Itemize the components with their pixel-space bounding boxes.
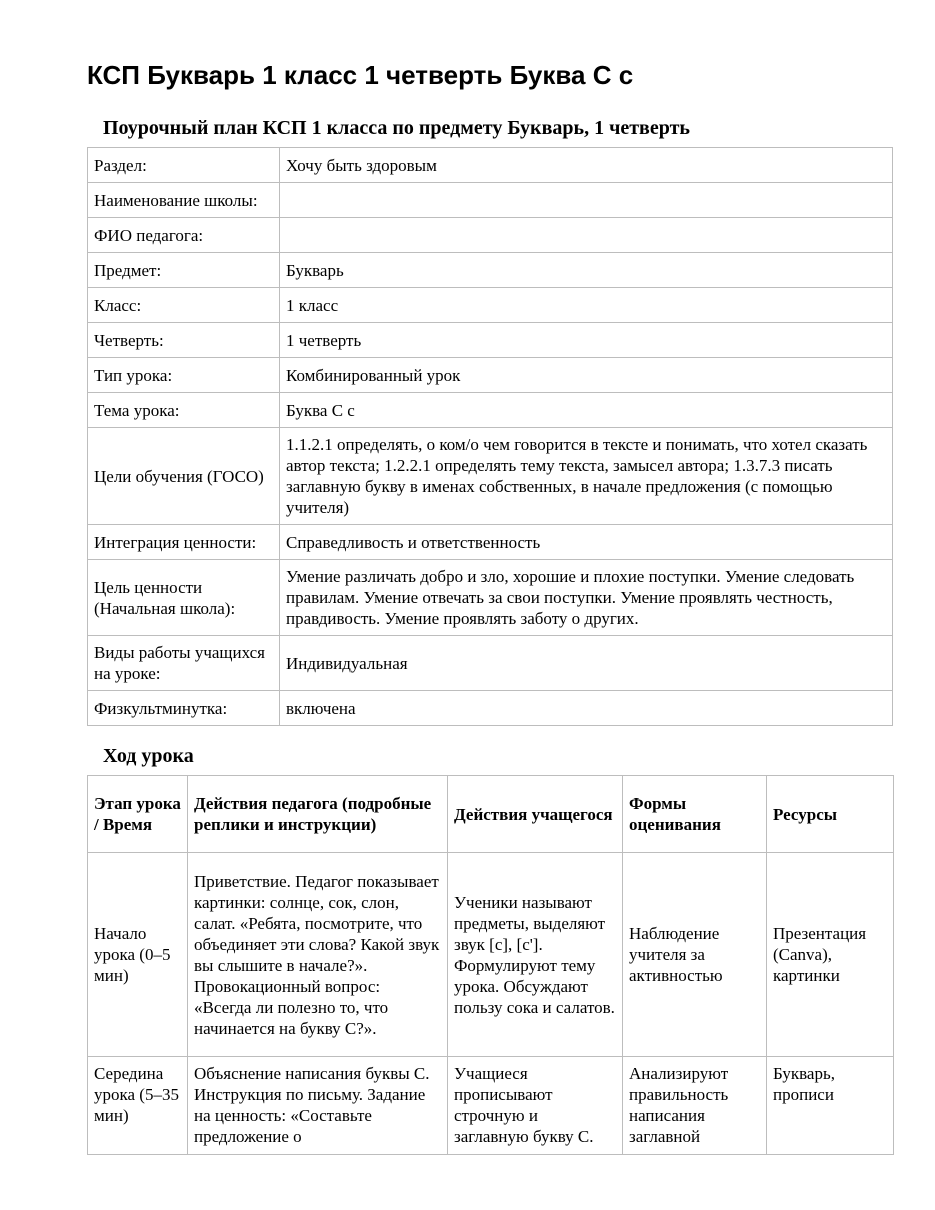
row-label: Раздел: xyxy=(88,148,280,183)
assessment-cell: Наблюдение учителя за активностью xyxy=(623,853,767,1057)
row-value xyxy=(280,218,893,253)
table-row xyxy=(88,560,893,636)
table-row xyxy=(88,148,893,183)
table-row xyxy=(88,288,893,323)
row-label: Предмет: xyxy=(88,253,280,288)
table-row xyxy=(88,393,893,428)
plan-title: Поурочный план КСП 1 класса по предмету Букварь, 1 четверть xyxy=(103,117,690,139)
table-row xyxy=(88,428,893,525)
row-label: Цель ценности (Начальная школа): xyxy=(88,560,280,636)
teacher-actions-cell: Объяснение написания буквы С. Инструкция по письму. Задание на ценность: «Составьте предложение о xyxy=(188,1057,448,1155)
column-header-assessment: Формы оценивания xyxy=(623,776,767,853)
column-header-resources: Ресурсы xyxy=(767,776,894,853)
resources-cell: Букварь, прописи xyxy=(767,1057,894,1155)
row-label: ФИО педагога: xyxy=(88,218,280,253)
table-row xyxy=(88,636,893,691)
row-value: 1 класс xyxy=(280,288,893,323)
row-value: 1 четверть xyxy=(280,323,893,358)
column-header-teacher: Действия педагога (подробные реплики и инструкции) xyxy=(188,776,448,853)
row-value: Справедливость и ответственность xyxy=(280,525,893,560)
row-label: Тема урока: xyxy=(88,393,280,428)
row-value: Умение различать добро и зло, хорошие и плохие поступки. Умение следовать правилам. Умение отвечать за свои поступки. Умение проявлять честность, правдивость. Умение проявлять заботу о других. xyxy=(280,560,893,636)
row-value: Комбинированный урок xyxy=(280,358,893,393)
row-label: Наименование школы: xyxy=(88,183,280,218)
student-actions-cell: Учащиеся прописывают строчную и заглавную букву С. xyxy=(448,1057,623,1155)
row-value: Буква С с xyxy=(280,393,893,428)
row-label: Физкультминутка: xyxy=(88,691,280,726)
page-title: КСП Букварь 1 класс 1 четверть Буква С с xyxy=(87,60,634,90)
assessment-cell: Анализируют правильность написания заглавной xyxy=(623,1057,767,1155)
lesson-info-table xyxy=(87,147,893,726)
row-value: Букварь xyxy=(280,253,893,288)
row-label: Класс: xyxy=(88,288,280,323)
lesson-flow-table xyxy=(87,775,894,1155)
table-row xyxy=(88,853,894,1057)
table-row xyxy=(88,691,893,726)
resources-cell: Презентация (Canva), картинки xyxy=(767,853,894,1057)
table-row xyxy=(88,525,893,560)
row-value: включена xyxy=(280,691,893,726)
column-header-student: Действия учащегося xyxy=(448,776,623,853)
row-value: 1.1.2.1 определять, о ком/о чем говорится в тексте и понимать, что хотел сказать автор текста; 1.2.2.1 определять тему текста, замысел автора; 1.3.7.3 писать заглавную букву в именах собственных, в начале предложения (с помощью учителя) xyxy=(280,428,893,525)
row-label: Интеграция ценности: xyxy=(88,525,280,560)
column-header-stage: Этап урока / Время xyxy=(88,776,188,853)
row-value xyxy=(280,183,893,218)
table-row xyxy=(88,1057,894,1155)
student-actions-cell: Ученики называют предметы, выделяют звук [с], [с']. Формулируют тему урока. Обсуждают пользу сока и салатов. xyxy=(448,853,623,1057)
row-label: Цели обучения (ГОСО) xyxy=(88,428,280,525)
lesson-flow-title: Ход урока xyxy=(103,745,194,767)
stage-cell: Начало урока (0–5 мин) xyxy=(88,853,188,1057)
row-value: Хочу быть здоровым xyxy=(280,148,893,183)
stage-cell: Середина урока (5–35 мин) xyxy=(88,1057,188,1155)
table-row xyxy=(88,183,893,218)
teacher-actions-cell: Приветствие. Педагог показывает картинки: солнце, сок, слон, салат. «Ребята, посмотрите, что объединяет эти слова? Какой звук вы слышите в начале?». Провокационный вопрос: «Всегда ли полезно то, что начинается на букву С?». xyxy=(188,853,448,1057)
table-row xyxy=(88,218,893,253)
table-header-row xyxy=(88,776,894,853)
row-label: Виды работы учащихся на уроке: xyxy=(88,636,280,691)
row-value: Индивидуальная xyxy=(280,636,893,691)
table-row xyxy=(88,253,893,288)
table-row xyxy=(88,323,893,358)
table-row xyxy=(88,358,893,393)
row-label: Четверть: xyxy=(88,323,280,358)
row-label: Тип урока: xyxy=(88,358,280,393)
